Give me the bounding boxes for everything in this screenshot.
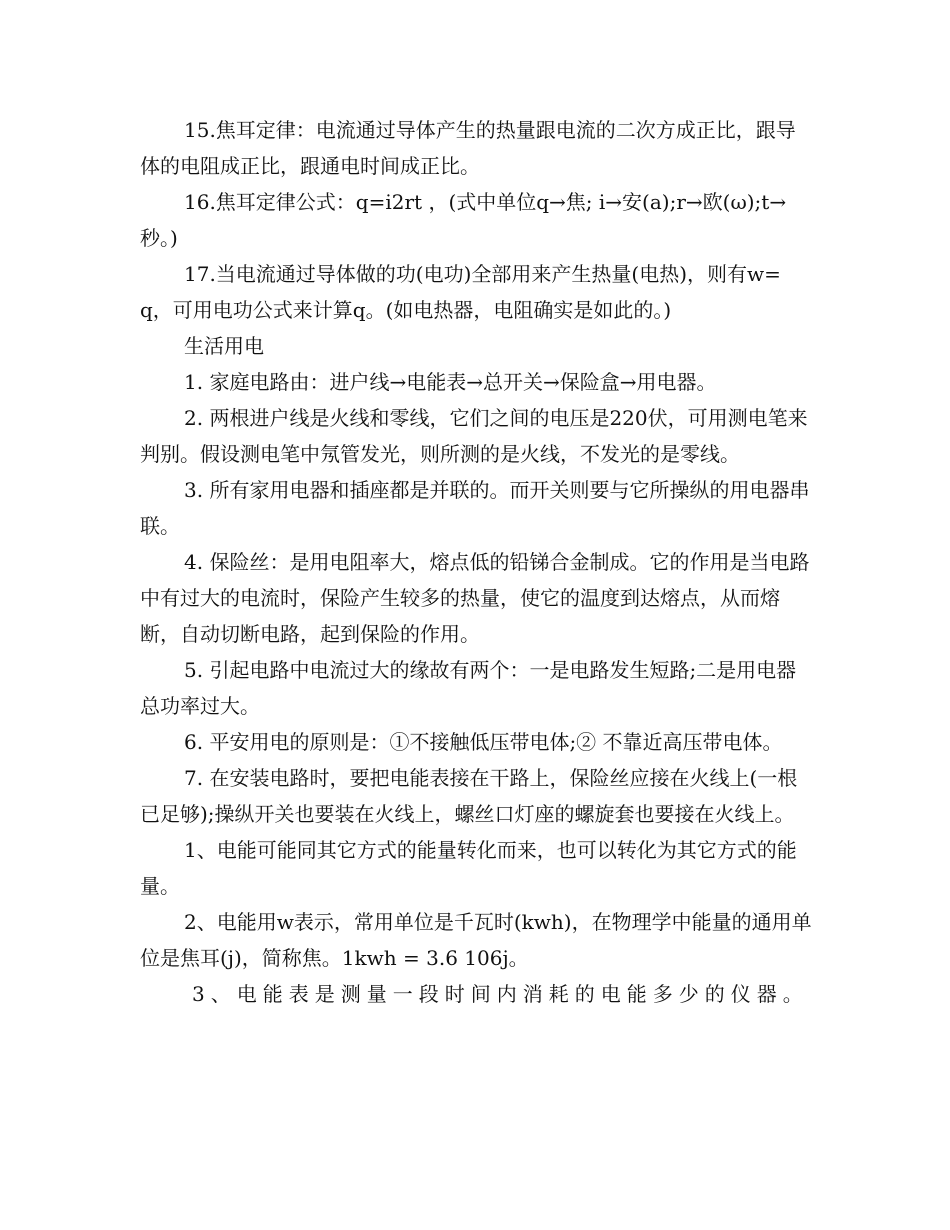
paragraph-live-neutral-wires: 2. 两根进户线是火线和零线，它们之间的电压是220伏，可用测电笔来判别。假设测电笔中氖管发光，则所测的是火线，不发光的是零线。 bbox=[140, 406, 808, 466]
paragraph-household-circuit: 1. 家庭电路由：进户线→电能表→总开关→保险盒→用电器。 bbox=[184, 370, 717, 394]
paragraph-fuse: 4. 保险丝：是用电阻率大，熔点低的铅锑合金制成。它的作用是当电路中有过大的电流时，保险产生较多的热量，使它的温度到达熔点，从而熔断，自动切断电路，起到保险的作用。 bbox=[140, 550, 810, 646]
section-heading-household-electricity: 生活用电 bbox=[184, 334, 264, 358]
paragraph-energy-meter: 3、电能表是测量一段时间内消耗的电能多少的仪器。 bbox=[192, 982, 809, 1006]
paragraph-electric-heat: 17.当电流通过导体做的功(电功)全部用来产生热量(电热)，则有w=q，可用电功公式来计算q。(如电热器，电阻确实是如此的。) bbox=[140, 262, 781, 322]
paragraph-energy-conversion: 1、电能可能同其它方式的能量转化而来，也可以转化为其它方式的能量。 bbox=[140, 838, 797, 898]
paragraph-energy-units: 2、电能用w表示，常用单位是千瓦时(kwh)，在物理学中能量的通用单位是焦耳(j)，简称焦。1kwh = 3.6 106j。 bbox=[140, 910, 812, 970]
paragraph-joule-law: 15.焦耳定律：电流通过导体产生的热量跟电流的二次方成正比，跟导体的电阻成正比，跟通电时间成正比。 bbox=[140, 118, 796, 178]
paragraph-parallel-appliances: 3. 所有家用电器和插座都是并联的。而开关则要与它所操纵的用电器串联。 bbox=[140, 478, 810, 538]
paragraph-circuit-installation: 7. 在安装电路时，要把电能表接在干路上，保险丝应接在火线上(一根已足够);操纵开关也要装在火线上，螺丝口灯座的螺旋套也要接在火线上。 bbox=[140, 766, 798, 826]
document-page bbox=[140, 112, 812, 1012]
paragraph-overcurrent-causes: 5. 引起电路中电流过大的缘故有两个：一是电路发生短路;二是用电器总功率过大。 bbox=[140, 658, 797, 718]
paragraph-joule-formula: 16.焦耳定律公式：q=i2rt ，(式中单位q→焦; i→安(a);r→欧(ω);t→秒。) bbox=[140, 190, 787, 250]
paragraph-safety-principles: 6. 平安用电的原则是：①不接触低压带电体;② 不靠近高压带电体。 bbox=[184, 730, 783, 754]
